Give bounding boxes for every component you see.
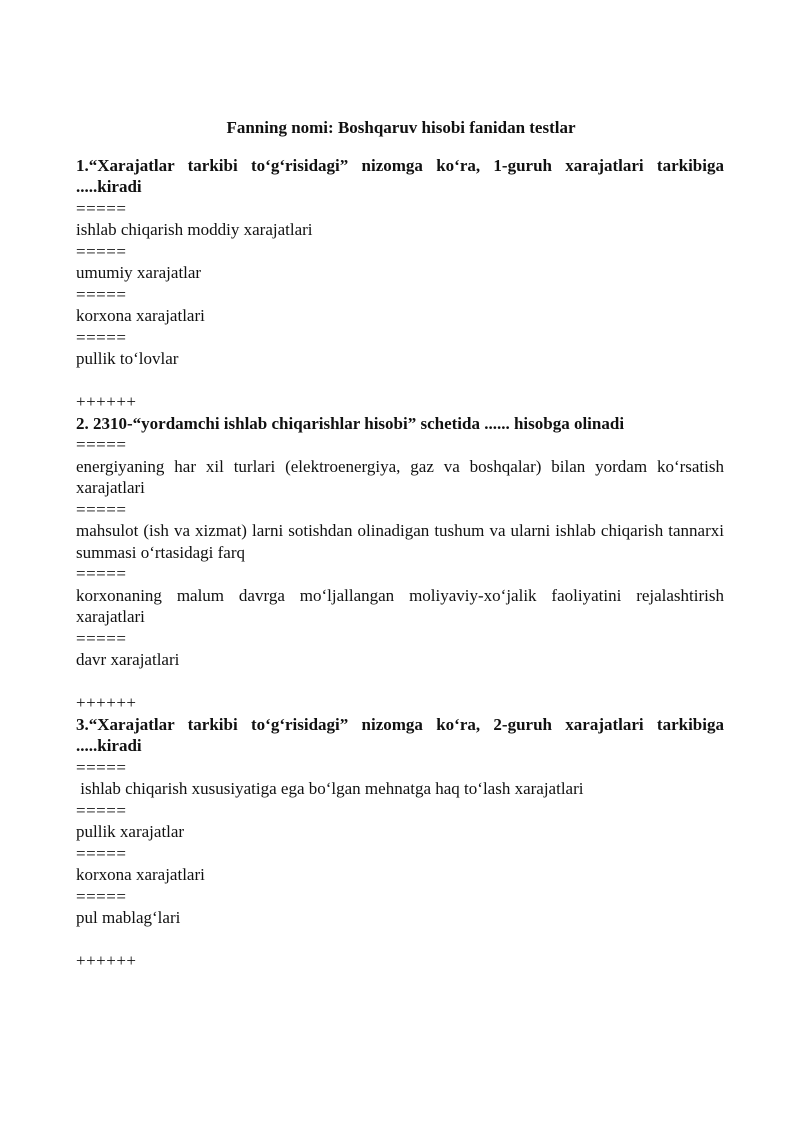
answer-separator: ===== xyxy=(76,800,127,820)
question-text: 1.“Xarajatlar tarkibi to‘g‘risidagi” nizomga ko‘ra, 1-guruh xarajatlari tarkibiga .....kiradi xyxy=(76,155,724,196)
answer-separator: ===== xyxy=(76,843,127,863)
answer-option: korxona xarajatlari xyxy=(76,865,205,884)
document-title: Fanning nomi: Boshqaruv hisobi fanidan testlar xyxy=(226,118,576,137)
question-block-2 xyxy=(76,413,724,714)
answer-option: pul mablag‘lari xyxy=(76,908,181,927)
document-page xyxy=(76,117,724,972)
answer-separator: ===== xyxy=(76,628,127,648)
answer-option: korxonaning malum davrga mo‘ljallangan moliyaviy-xo‘jalik faoliyatini rejalashtirish xarajatlari xyxy=(76,585,724,626)
answer-option: umumiy xarajatlar xyxy=(76,263,202,282)
question-end-marker: ++++++ xyxy=(76,392,137,411)
answer-option: davr xarajatlari xyxy=(76,650,180,669)
answer-option: mahsulot (ish va xizmat) larni sotishdan olinadigan tushum va ularni ishlab chiqarish tannarxi summasi o‘rtasidagi farq xyxy=(76,521,724,562)
question-block-1 xyxy=(76,155,724,413)
answer-option: korxona xarajatlari xyxy=(76,306,205,325)
answer-separator: ===== xyxy=(76,241,127,261)
question-block-3 xyxy=(76,714,724,972)
question-end-marker: ++++++ xyxy=(76,951,137,970)
spacer xyxy=(76,671,724,693)
spacer xyxy=(76,929,724,951)
answer-separator: ===== xyxy=(76,564,127,583)
answer-option: pullik to‘lovlar xyxy=(76,349,179,368)
answer-separator: ===== xyxy=(76,327,127,347)
question-end-marker: ++++++ xyxy=(76,693,137,712)
answer-separator: ===== xyxy=(76,886,127,906)
spacer xyxy=(76,370,724,392)
answer-option: ishlab chiqarish moddiy xarajatlari xyxy=(76,220,313,239)
question-text: 3.“Xarajatlar tarkibi to‘g‘risidagi” nizomga ko‘ra, 2-guruh xarajatlari tarkibiga .....kiradi xyxy=(76,714,724,755)
answer-separator: ===== xyxy=(76,198,127,218)
answer-separator: ===== xyxy=(76,435,127,454)
answer-option: pullik xarajatlar xyxy=(76,822,185,841)
answer-separator: ===== xyxy=(76,499,127,519)
answer-option: energiyaning har xil turlari (elektroenergiya, gaz va boshqalar) bilan yordam ko‘rsatish xarajatlari xyxy=(76,456,724,497)
answer-separator: ===== xyxy=(76,757,127,777)
question-text: 2. 2310-“yordamchi ishlab chiqarishlar hisobi” schetida ...... hisobga olinadi xyxy=(76,413,625,433)
answer-separator: ===== xyxy=(76,284,127,304)
answer-option: ishlab chiqarish xususiyatiga ega bo‘lgan mehnatga haq to‘lash xarajatlari xyxy=(76,779,584,798)
